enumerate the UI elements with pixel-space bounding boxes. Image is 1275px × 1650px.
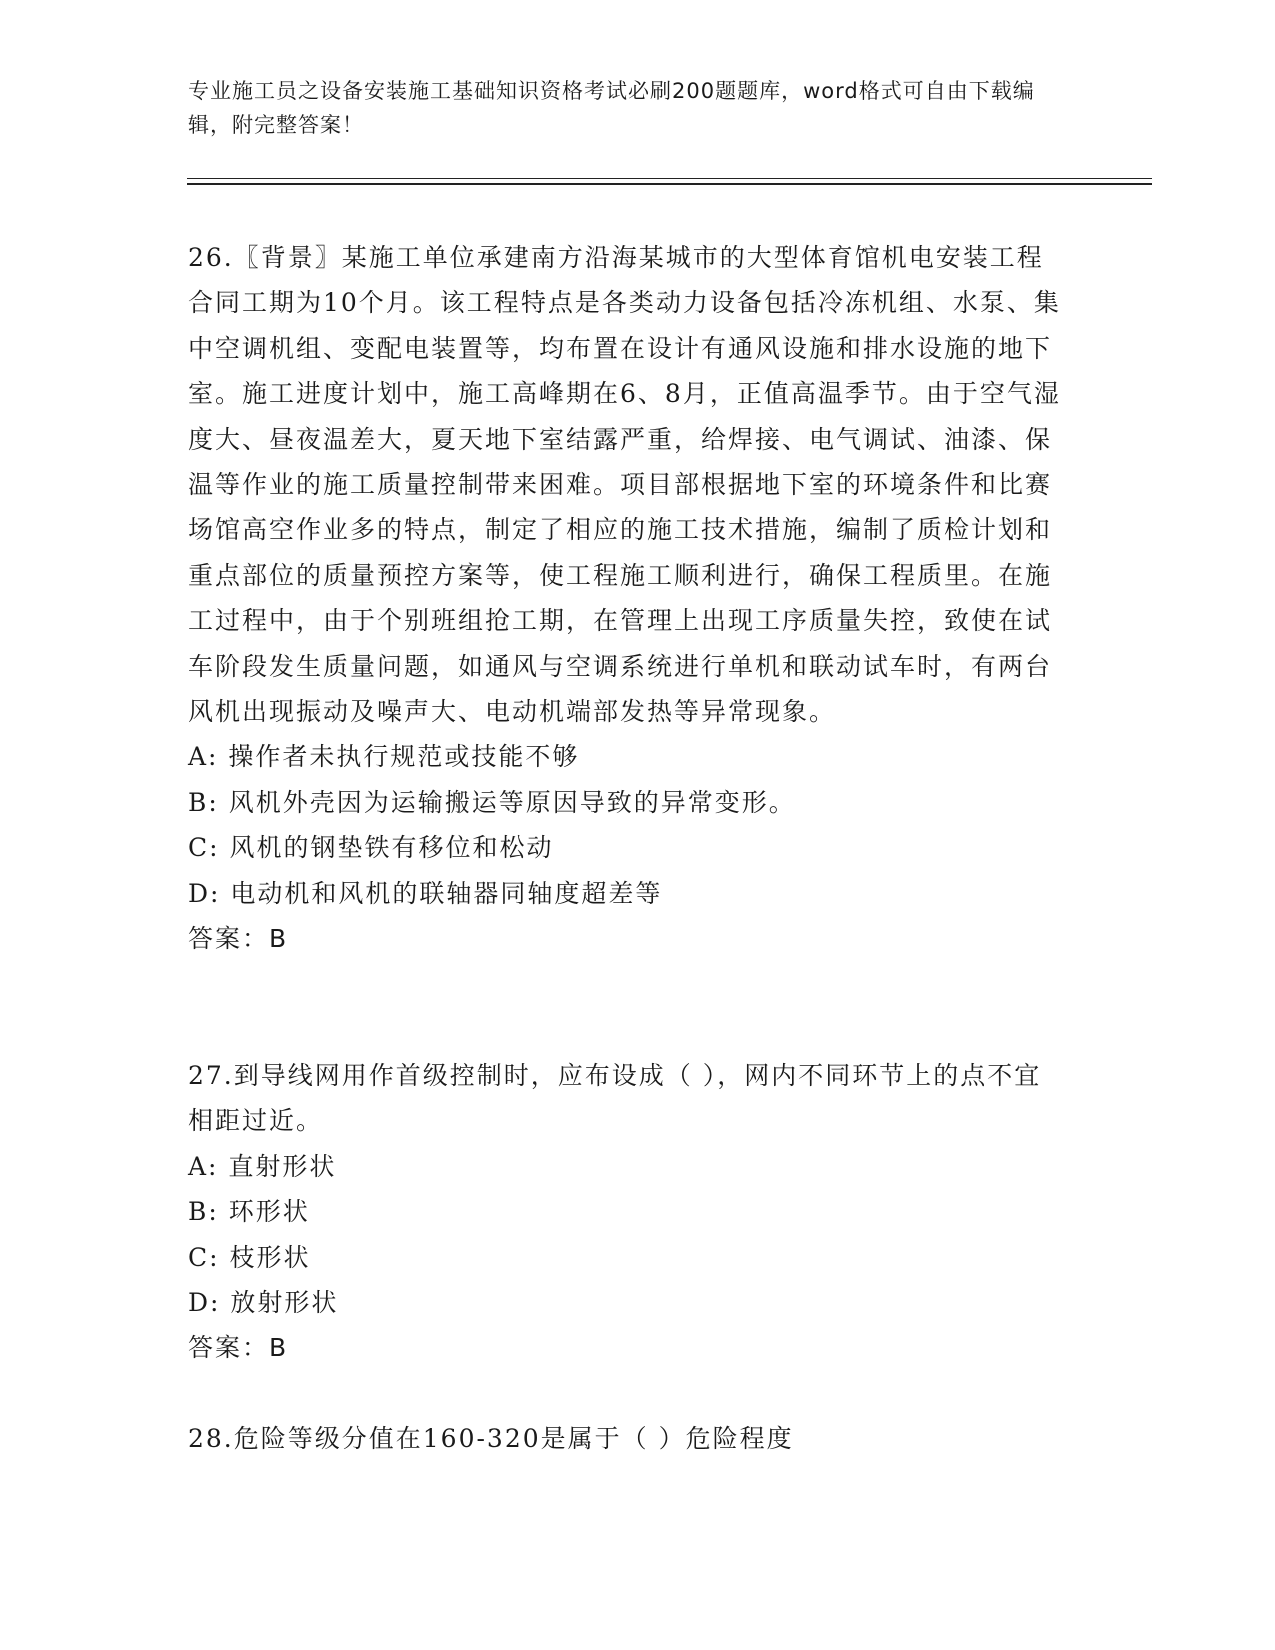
document-header: 专业施工员之设备安装施工基础知识资格考试必刷200题题库，word格式可自由下载编辑，附完整答案！ — [188, 79, 1035, 137]
option-d: D: 电动机和风机的联轴器同轴度超差等 — [188, 878, 663, 908]
question-26 — [188, 235, 1068, 961]
option-c: C: 枝形状 — [188, 1242, 311, 1272]
option-a: A: 直射形状 — [188, 1151, 337, 1181]
header-divider-thin — [187, 178, 1152, 179]
option-a: A: 操作者未执行规范或技能不够 — [188, 742, 580, 772]
answer: 答案：B — [188, 924, 289, 954]
question-stem: 26.〖背景〗某施工单位承建南方沿海某城市的大型体育馆机电安装工程合同工期为10个月。该工程特点是各类动力设备包括冷冻机组、水泵、集中空调机组、变配电装置等，均布置在设计有通风设施和排水设施的地下室。施工进度计划中，施工高峰期在6、8月，正值高温季节。由于空气湿度大、昼夜温差大，夏天地下室结露严重，给焊接、电气调试、油漆、保温等作业的施工质量控制带来困难。项目部根据地下室的环境条件和比赛场馆高空作业多的特点，制定了相应的施工技术措施，编制了质检计划和重点部位的质量预控方案等，使工程施工顺利进行，确保工程质里。在施工过程中，由于个别班组抢工期，在管理上出现工序质量失控，致使在试车阶段发生质量问题，如通风与空调系统进行单机和联动试车时，有两台风机出现振动及噪声大、电动机端部发热等异常现象。 — [188, 243, 1061, 727]
header-divider-thick — [187, 183, 1152, 185]
option-d: D: 放射形状 — [188, 1288, 339, 1318]
option-b: B: 风机外壳因为运输搬运等原因导致的异常变形。 — [188, 787, 796, 817]
option-b: B: 环形状 — [188, 1197, 310, 1227]
question-stem: 27.到导线网用作首级控制时，应布设成（ ），网内不同环节上的点不宜相距过近。 — [188, 1061, 1042, 1136]
answer: 答案：B — [188, 1333, 289, 1363]
question-28 — [188, 1416, 1068, 1461]
option-c: C: 风机的钢垫铁有移位和松动 — [188, 833, 554, 863]
question-27 — [188, 1053, 1068, 1370]
question-stem: 28.危险等级分值在160-320是属于（ ）危险程度 — [188, 1424, 794, 1453]
